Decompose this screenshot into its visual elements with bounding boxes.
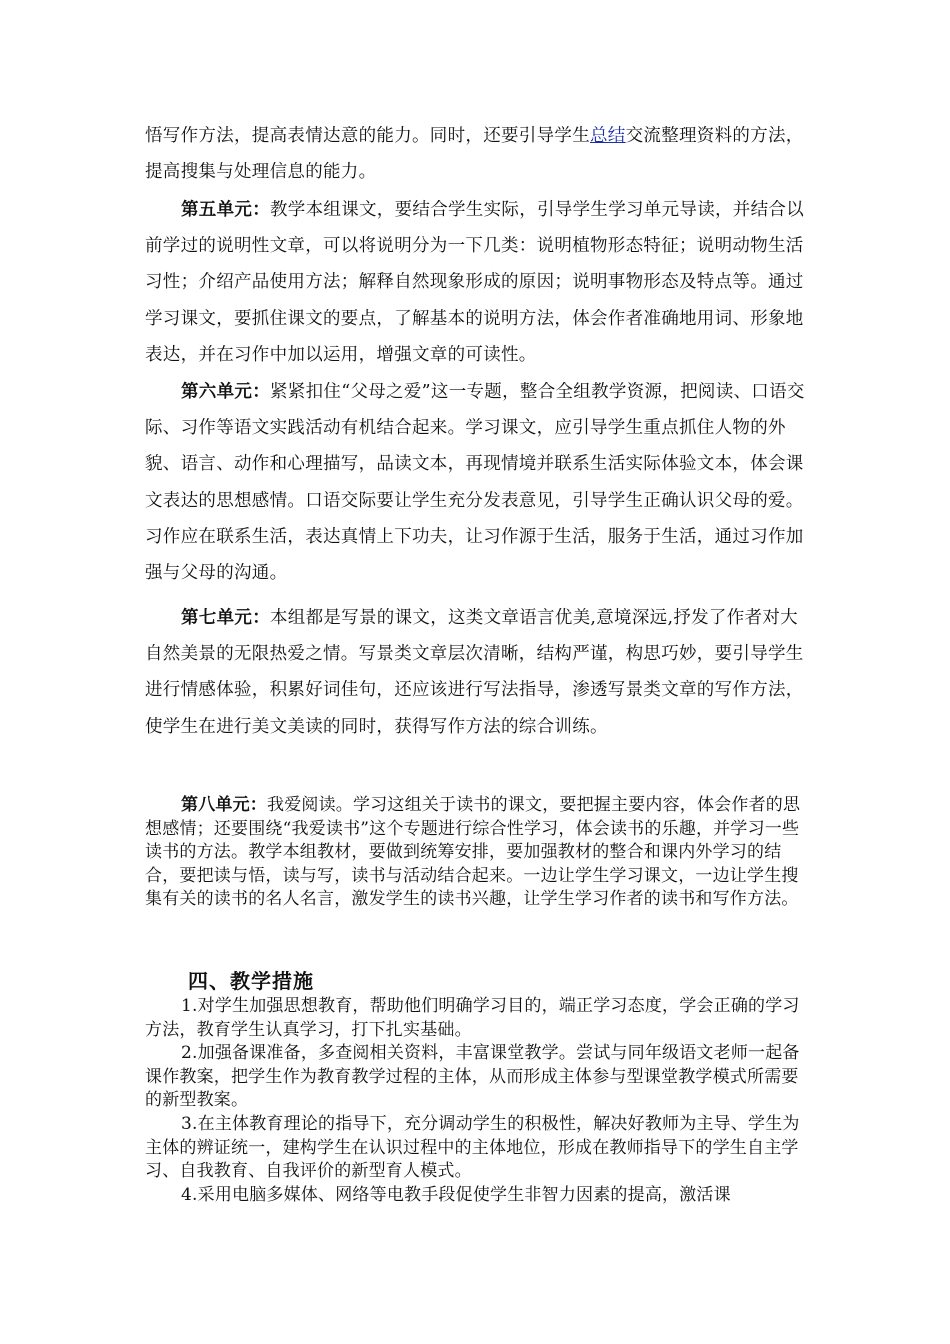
unit-8-label: 第八单元： (181, 795, 267, 815)
unit-7-text: 本组都是写景的课文，这类文章语言优美,意境深远,抒发了作者对大自然美景的无限热爱之情。写景类文章层次清晰，结构严谨，构思巧妙，要引导学生进行情感体验，积累好词佳句，还应该进行写法指导，渗透写景类文章的写作方法，使学生在进行美文美读的同时，获得写作方法的综合训练。 (145, 608, 804, 737)
measure-item-1: 1.对学生加强思想教育，帮助他们明确学习目的，端正学习态度，学会正确的学习方法，教育学生认真学习，打下扎实基础。 (145, 996, 800, 1040)
unit-6-paragraph (145, 374, 810, 591)
unit-8-paragraph (145, 794, 810, 912)
section-4-heading: 四、教学措施 (188, 969, 314, 993)
measure-item-3: 3.在主体教育理论的指导下，充分调动学生的积极性，解决好教师为主导、学生为主体的辨证统一，建构学生在认识过程中的主体地位，形成在教师指导下的学生自主学习、自我教育、自我评价的新型育人模式。 (145, 1114, 800, 1181)
unit-5-text: 教学本组课文，要结合学生实际，引导学生学习单元导读，并结合以前学过的说明性文章，可以将说明分为一下几类：说明植物形态特征；说明动物生活习性；介绍产品使用方法；解释自然现象形成的原因；说明事物形态及特点等。通过学习课文，要抓住课文的要点，了解基本的说明方法，体会作者准确地用词、形象地表达，并在习作中加以运用，增强文章的可读性。 (145, 200, 804, 365)
intro-paragraph (145, 118, 810, 190)
measure-item-4: 4.采用电脑多媒体、网络等电教手段促使学生非智力因素的提高，激活课 (181, 1185, 731, 1205)
unit-5-paragraph (145, 192, 810, 373)
unit-7-label: 第七单元： (181, 608, 270, 628)
unit-7-paragraph (145, 600, 810, 745)
unit-6-label: 第六单元： (181, 382, 270, 402)
summary-link[interactable]: 总结 (590, 126, 626, 146)
unit-8-text: 我爱阅读。学习这组关于读书的课文，要把握主要内容，体会作者的思想感情；还要围绕“我爱读书”这个专题进行综合性学习，体会读书的乐趣，并学习一些读书的方法。教学本组教材，要做到统筹安排，要加强教材的整合和课内外学习的结合，要把读与悟，读与写，读书与活动结合起来。一边让学生学习课文，一边让学生搜集有关的读书的名人名言，激发学生的读书兴趣，让学生学习作者的读书和写作方法。 (145, 795, 801, 909)
measure-item-2: 2.加强备课准备，多查阅相关资料，丰富课堂教学。尝试与同年级语文老师一起备课作教案，把学生作为教育教学过程的主体，从而形成主体参与型课堂教学模式所需要的新型教案。 (145, 1043, 800, 1110)
intro-text-before: 悟写作方法，提高表情达意的能力。同时，还要引导学生 (145, 126, 590, 146)
unit-6-text: 紧紧扣住“父母之爱”这一专题，整合全组教学资源，把阅读、口语交际、习作等语文实践活动有机结合起来。学习课文，应引导学生重点抓住人物的外貌、语言、动作和心理描写，品读文本，再现情境并联系生活实际体验文本，体会课文表达的思想感情。口语交际要让学生充分发表意见，引导学生正确认识父母的爱。习作应在联系生活，表达真情上下功夫，让习作源于生活，服务于生活，通过习作加强与父母的沟通。 (145, 382, 805, 584)
unit-5-label: 第五单元： (181, 200, 270, 220)
intro-text-after: 交流整理资料的方法，提高搜集与处理信息的能力。 (145, 126, 804, 183)
